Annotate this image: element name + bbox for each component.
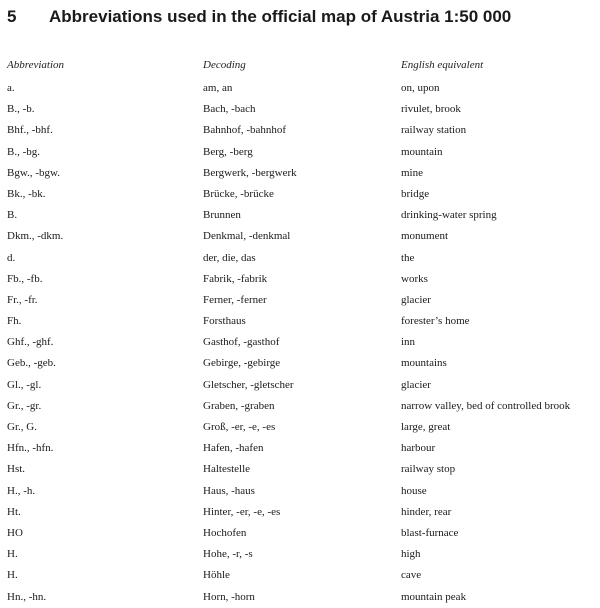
decoding-cell: Gletscher, -gletscher bbox=[203, 378, 294, 391]
abbreviation-cell: HO bbox=[7, 526, 23, 539]
decoding-cell: Bergwerk, -bergwerk bbox=[203, 166, 297, 179]
abbreviation-cell: Hn., -hn. bbox=[7, 590, 47, 603]
table-row bbox=[0, 481, 600, 502]
abbreviation-table bbox=[0, 78, 600, 608]
decoding-cell: Ferner, -ferner bbox=[203, 293, 267, 306]
table-row bbox=[0, 502, 600, 523]
decoding-cell: Groß, -er, -e, -es bbox=[203, 421, 276, 433]
english-cell: mountains bbox=[401, 357, 447, 370]
decoding-cell: Horn, -horn bbox=[203, 590, 255, 603]
decoding-cell: Hafen, -hafen bbox=[203, 442, 264, 455]
table-row bbox=[0, 142, 600, 163]
decoding-cell: der, die, das bbox=[203, 251, 256, 264]
decoding-cell: Haltestelle bbox=[203, 463, 251, 476]
english-cell: inn bbox=[401, 336, 416, 349]
decoding-cell: Bach, -bach bbox=[203, 103, 256, 116]
section-number: 5 bbox=[7, 7, 17, 26]
abbreviation-cell: Fr., -fr. bbox=[7, 293, 38, 306]
english-cell: high bbox=[401, 548, 421, 561]
table-row bbox=[0, 396, 600, 417]
abbreviation-cell: Fb., -fb. bbox=[7, 272, 43, 285]
table-row bbox=[0, 184, 600, 205]
english-cell: on, upon bbox=[401, 82, 440, 94]
abbreviation-cell: Bk., -bk. bbox=[7, 187, 46, 200]
english-cell: forester’s home bbox=[401, 315, 470, 328]
table-row bbox=[0, 163, 600, 184]
table-row bbox=[0, 78, 600, 99]
english-cell: cave bbox=[401, 569, 422, 582]
abbreviation-cell: Hfn., -hfn. bbox=[7, 442, 54, 455]
decoding-cell: Hinter, -er, -e, -es bbox=[203, 505, 281, 518]
abbreviation-cell: Bhf., -bhf. bbox=[7, 124, 53, 137]
english-cell: harbour bbox=[401, 442, 436, 455]
english-cell: large, great bbox=[401, 421, 451, 433]
table-row bbox=[0, 205, 600, 226]
table-row bbox=[0, 417, 600, 438]
decoding-cell: Fabrik, -fabrik bbox=[203, 272, 268, 285]
english-cell: railway stop bbox=[401, 463, 456, 476]
column-header-decoding: Decoding bbox=[203, 59, 246, 71]
abbreviation-cell: B., -b. bbox=[7, 103, 35, 116]
english-cell: works bbox=[401, 272, 428, 285]
table-row bbox=[0, 120, 600, 141]
decoding-cell: Graben, -graben bbox=[203, 399, 275, 412]
abbreviation-cell: B., -bg. bbox=[7, 145, 40, 158]
english-cell: monument bbox=[401, 230, 449, 243]
abbreviation-cell: Ghf., -ghf. bbox=[7, 336, 54, 349]
section-title: Abbreviations used in the official map of Austria 1:50 000 bbox=[49, 7, 512, 26]
table-row bbox=[0, 523, 600, 544]
english-cell: railway station bbox=[401, 124, 467, 137]
decoding-cell: Hohe, -r, -s bbox=[203, 548, 253, 561]
abbreviation-cell: H. bbox=[7, 569, 18, 582]
table-row bbox=[0, 226, 600, 247]
table-row bbox=[0, 459, 600, 480]
decoding-cell: Berg, -berg bbox=[203, 145, 253, 158]
abbreviation-cell: B. bbox=[7, 209, 18, 222]
table-row bbox=[0, 332, 600, 353]
english-cell: drinking-water spring bbox=[401, 209, 497, 222]
table-row bbox=[0, 248, 600, 269]
english-cell: blast-furnace bbox=[401, 526, 459, 539]
decoding-cell: Forsthaus bbox=[203, 315, 246, 328]
abbreviation-cell: Gr., G. bbox=[7, 421, 37, 433]
english-cell: mine bbox=[401, 166, 423, 179]
decoding-cell: am, an bbox=[203, 82, 233, 94]
abbreviation-cell: Gl., -gl. bbox=[7, 378, 42, 391]
abbreviation-cell: a. bbox=[7, 82, 15, 94]
english-cell: mountain peak bbox=[401, 590, 467, 603]
decoding-cell: Brücke, -brücke bbox=[203, 187, 274, 200]
table-row bbox=[0, 311, 600, 332]
column-header-abbreviation: Abbreviation bbox=[7, 59, 65, 71]
abbreviation-cell: Gr., -gr. bbox=[7, 399, 42, 412]
english-cell: narrow valley, bed of controlled brook bbox=[401, 399, 571, 412]
table-row bbox=[0, 99, 600, 120]
english-cell: bridge bbox=[401, 187, 430, 200]
decoding-cell: Gebirge, -gebirge bbox=[203, 357, 281, 370]
table-row bbox=[0, 353, 600, 374]
abbreviation-cell: Hst. bbox=[7, 463, 26, 476]
decoding-cell: Höhle bbox=[203, 569, 230, 582]
abbreviation-cell: Dkm., -dkm. bbox=[7, 230, 64, 243]
abbreviation-cell: H. bbox=[7, 548, 18, 561]
decoding-cell: Denkmal, -denkmal bbox=[203, 230, 291, 243]
column-header-english: English equivalent bbox=[401, 59, 484, 71]
abbreviation-cell: Fh. bbox=[7, 315, 22, 328]
english-cell: glacier bbox=[401, 293, 431, 306]
section-heading bbox=[7, 6, 511, 28]
table-row bbox=[0, 375, 600, 396]
english-cell: hinder, rear bbox=[401, 505, 452, 518]
english-cell: house bbox=[401, 484, 427, 497]
english-cell: mountain bbox=[401, 145, 443, 158]
abbreviation-cell: Geb., -geb. bbox=[7, 357, 56, 370]
abbreviation-cell: H., -h. bbox=[7, 484, 36, 497]
table-row bbox=[0, 565, 600, 586]
table-row bbox=[0, 290, 600, 311]
decoding-cell: Bahnhof, -bahnhof bbox=[203, 124, 287, 137]
english-cell: rivulet, brook bbox=[401, 103, 461, 116]
decoding-cell: Brunnen bbox=[203, 209, 241, 222]
table-row bbox=[0, 438, 600, 459]
abbreviation-cell: Ht. bbox=[7, 505, 21, 518]
english-cell: the bbox=[401, 251, 415, 264]
abbreviation-cell: Bgw., -bgw. bbox=[7, 166, 60, 179]
decoding-cell: Haus, -haus bbox=[203, 484, 255, 497]
decoding-cell: Gasthof, -gasthof bbox=[203, 336, 280, 349]
abbreviation-cell: d. bbox=[7, 251, 16, 264]
table-row bbox=[0, 269, 600, 290]
english-cell: glacier bbox=[401, 378, 431, 391]
decoding-cell: Hochofen bbox=[203, 526, 247, 539]
table-row bbox=[0, 544, 600, 565]
